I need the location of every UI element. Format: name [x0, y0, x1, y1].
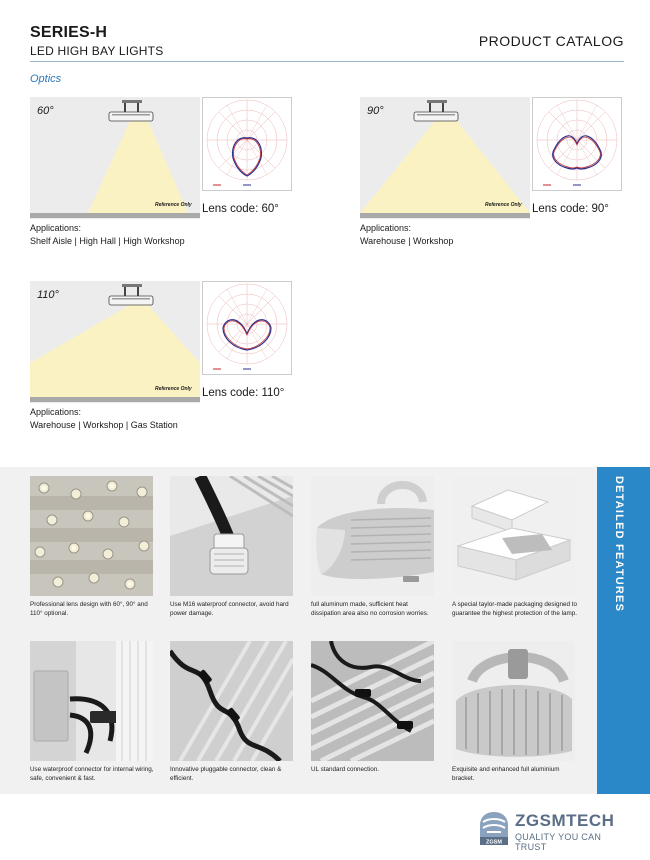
applications-list: Warehouse | Workshop | Gas Station — [30, 420, 178, 430]
applications-heading: Applications: — [360, 223, 412, 233]
beam-floor — [360, 213, 530, 218]
feature-photo-pluggable-connector — [170, 641, 293, 761]
feature-photo-packaging — [452, 476, 575, 596]
feature-caption: Professional lens design with 60°, 90° and 110° optional. — [30, 601, 148, 617]
detailed-features-tab — [597, 467, 650, 794]
feature-photo-internal-connector — [30, 641, 153, 761]
feature-caption: A special taylor-made packaging designed to guarantee the highest protection of the lamp. — [452, 601, 577, 617]
polar-distribution-chart — [202, 281, 292, 375]
page-header — [30, 22, 624, 62]
series-title: SERIES-H — [30, 24, 108, 41]
catalog-label: PRODUCT CATALOG — [478, 33, 624, 49]
logo-badge-icon — [477, 810, 511, 846]
beam-floor — [30, 397, 200, 402]
feature-photo-led-lenses — [30, 476, 153, 596]
optic-110 — [30, 281, 320, 431]
feature-caption: Use waterproof connector for internal wiring, safe, convenient & fast. — [30, 766, 154, 782]
polar-distribution-chart — [532, 97, 622, 191]
feature-caption: UL standard connection. — [311, 766, 380, 773]
lens-code: Lens code: 90° — [532, 203, 609, 215]
beam-angle-label: 90° — [367, 105, 384, 117]
lens-code: Lens code: 110° — [202, 387, 285, 399]
brand-name: ZGSMTECH — [515, 811, 615, 830]
reference-only-note: Reference Only — [155, 386, 192, 392]
applications-list: Warehouse | Workshop — [360, 236, 454, 246]
applications-list: Shelf Aisle | High Hall | High Workshop — [30, 236, 185, 246]
feature-caption: Use M16 waterproof connector, avoid hard power damage. — [170, 601, 289, 617]
beam-diagram — [30, 97, 200, 219]
optics-heading: Optics — [30, 73, 62, 85]
beam-angle-label: 60° — [37, 105, 54, 117]
optic-90 — [360, 97, 650, 247]
feature-caption: Exquisite and enhanced full aluminium bracket. — [452, 766, 560, 782]
beam-illustration — [360, 97, 530, 219]
beam-floor — [30, 213, 200, 218]
beam-diagram — [30, 281, 200, 403]
feature-caption: full aluminum made, sufficient heat dissipation area also no corrosion worries. — [311, 601, 429, 617]
beam-diagram — [360, 97, 530, 219]
reference-only-note: Reference Only — [485, 202, 522, 208]
applications-heading: Applications: — [30, 223, 82, 233]
feature-photo-bracket — [452, 641, 575, 761]
logo-badge-text: ZGSM — [486, 839, 502, 846]
beam-illustration — [30, 97, 200, 219]
feature-caption: Innovative pluggable connector, clean & efficient. — [170, 766, 282, 782]
feature-photo-aluminum-housing — [311, 476, 434, 596]
optic-60 — [30, 97, 320, 247]
feature-photo-ul-wiring — [311, 641, 434, 761]
applications-heading: Applications: — [30, 407, 82, 417]
reference-only-note: Reference Only — [155, 202, 192, 208]
company-logo — [477, 810, 627, 850]
product-subtitle: LED HIGH BAY LIGHTS — [30, 44, 164, 58]
brand-tagline: QUALITY YOU CAN TRUST — [515, 832, 602, 852]
feature-photo-m16-connector — [170, 476, 293, 596]
polar-distribution-chart — [202, 97, 292, 191]
beam-angle-label: 110° — [37, 289, 59, 301]
detailed-features-title: DETAILED FEATURES — [613, 476, 625, 613]
lens-code: Lens code: 60° — [202, 203, 279, 215]
